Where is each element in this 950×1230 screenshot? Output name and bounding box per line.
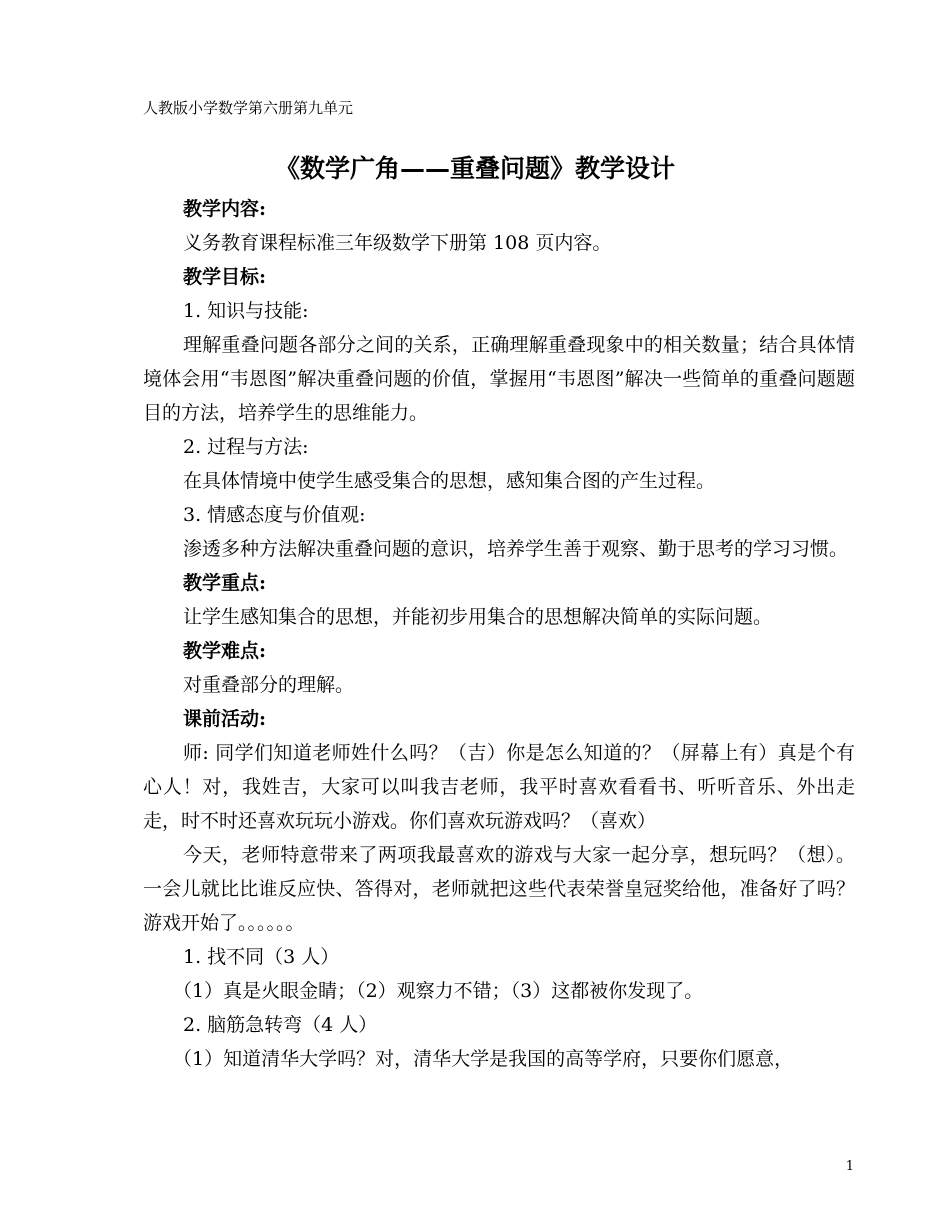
- section-heading-preclass: 课前活动:: [183, 708, 267, 730]
- paragraph-content: 义务教育课程标准三年级数学下册第 108 页内容。: [183, 232, 612, 254]
- paragraph-key: 让学生感知集合的思想，并能初步用集合的思想解决简单的实际问题。: [183, 606, 773, 628]
- paragraph-goal-2: 在具体情境中使学生感受集合的思想，感知集合图的产生过程。: [183, 470, 716, 492]
- section-heading-difficulty: 教学难点:: [183, 640, 267, 662]
- document-body: [143, 192, 855, 1076]
- document-title: 《数学广角——重叠问题》教学设计: [274, 154, 675, 183]
- page-number: 1: [845, 1159, 854, 1174]
- paragraph-difficulty: 对重叠部分的理解。: [183, 674, 355, 696]
- game-heading-1: 1. 找不同（3 人）: [183, 946, 340, 968]
- paragraph-preclass-1: 师: 同学们知道老师姓什么吗？（吉）你是怎么知道的？（屏幕上有）真是个有心人！对，我姓吉，大家可以叫我吉老师，我平时喜欢看看书、听听音乐、外出走走，时不时还喜欢玩玩小游戏。你们喜欢玩游戏吗？（喜欢）: [143, 742, 855, 832]
- paragraph-goal-3: 渗透多种方法解决重叠问题的意识，培养学生善于观察、勤于思考的学习习惯。: [183, 538, 849, 560]
- game-heading-2: 2. 脑筋急转弯（4 人）: [183, 1014, 378, 1036]
- section-heading-key: 教学重点:: [183, 572, 267, 594]
- section-heading-goals: 教学目标:: [183, 266, 267, 288]
- paragraph-game-2: （1）知道清华大学吗？对，清华大学是我国的高等学府，只要你们愿意，: [173, 1048, 794, 1070]
- paragraph-game-1: （1）真是火眼金睛；（2）观察力不错；（3）这都被你发现了。: [173, 980, 704, 1002]
- page-header: 人教版小学数学第六册第九单元: [143, 99, 354, 117]
- goal-heading-2: 2. 过程与方法:: [183, 436, 309, 458]
- paragraph-preclass-2: 今天，老师特意带来了两项我最喜欢的游戏与大家一起分享，想玩吗？（想）。一会儿就比比谁反应快、答得对，老师就把这些代表荣誉皇冠奖给他，准备好了吗？游戏开始了。。。。。。: [143, 844, 855, 934]
- paragraph-goal-1: 理解重叠问题各部分之间的关系，正确理解重叠现象中的相关数量；结合具体情境体会用“韦恩图”解决重叠问题的价值，掌握用“韦恩图”解决一些简单的重叠问题题目的方法，培养学生的思维能力。: [143, 334, 855, 424]
- section-heading-content: 教学内容:: [183, 198, 267, 220]
- goal-heading-3: 3. 情感态度与价值观:: [183, 504, 366, 526]
- goal-heading-1: 1. 知识与技能:: [183, 300, 309, 322]
